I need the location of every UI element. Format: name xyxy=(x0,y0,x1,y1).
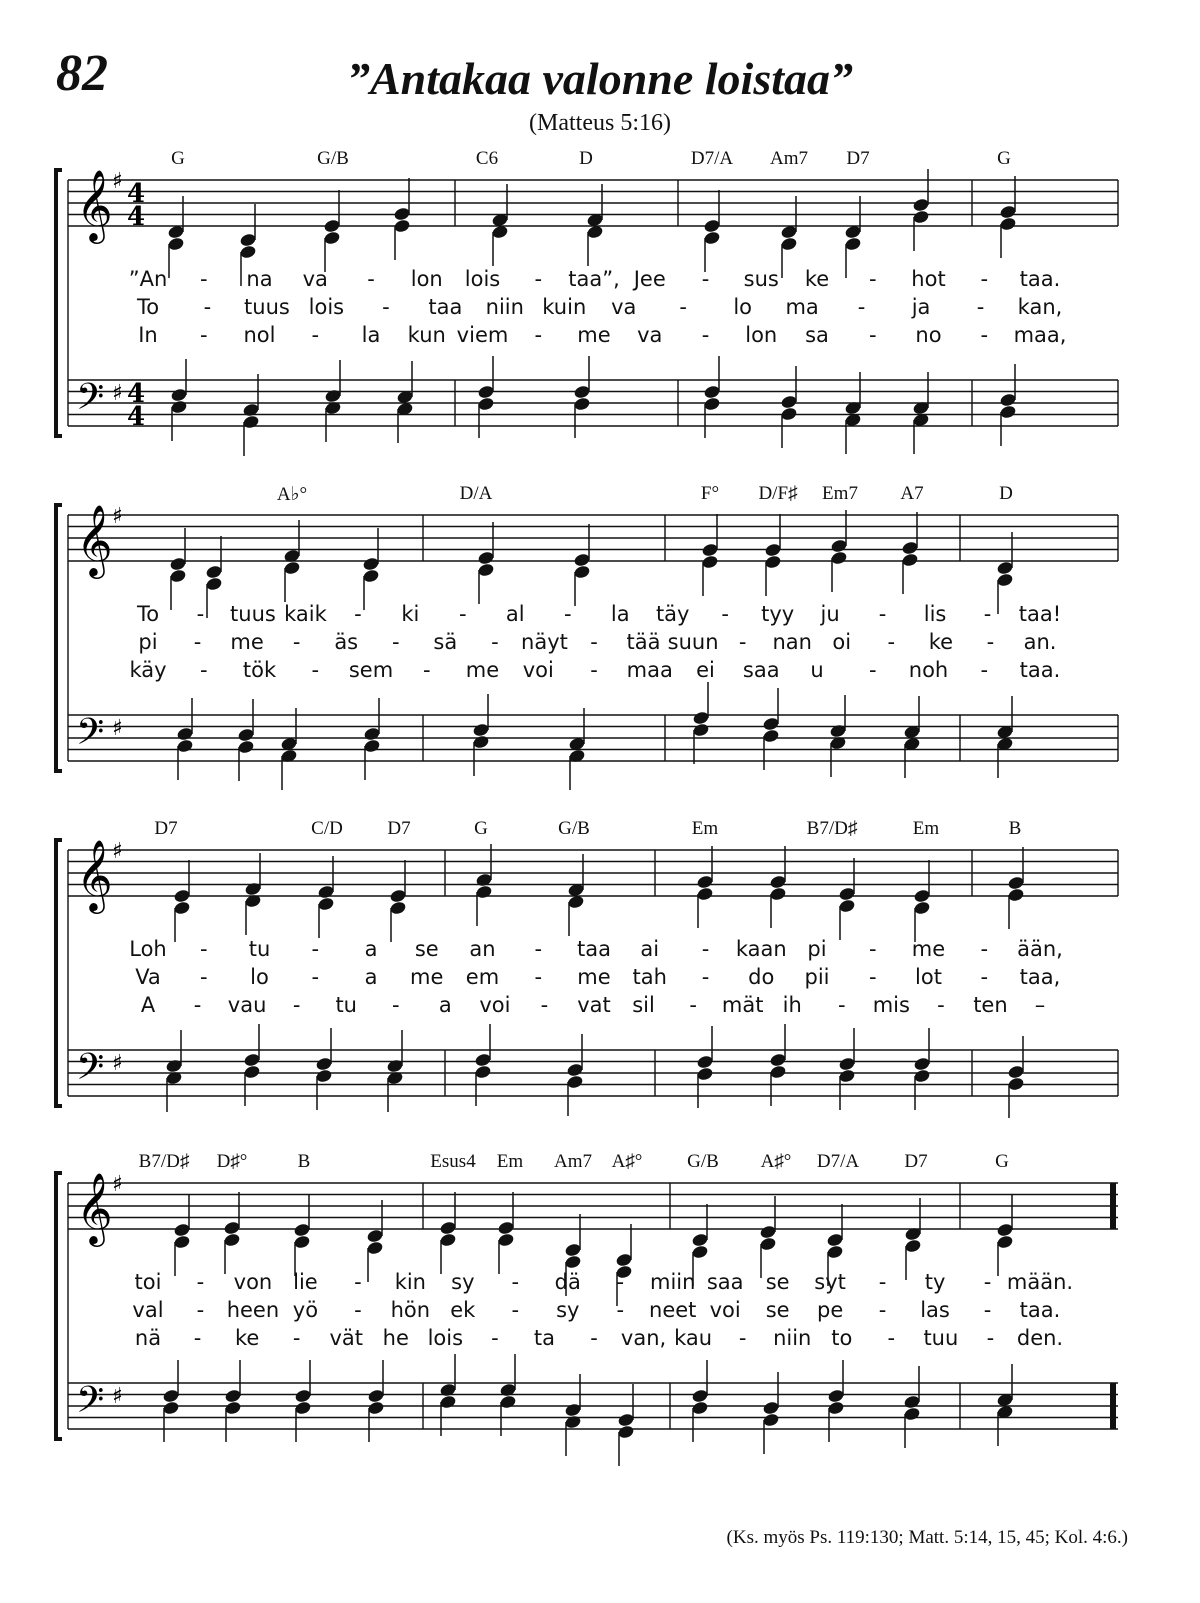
chord-symbol: D7/A xyxy=(690,148,734,169)
lyric-syllable: kaan xyxy=(735,937,787,961)
lyric-syllable: nä xyxy=(134,1326,162,1350)
lyric-syllable: a xyxy=(438,993,452,1017)
lyric-syllable: va xyxy=(637,323,663,347)
lyric-syllable: heen xyxy=(226,1298,280,1322)
lyric-syllable: taa. xyxy=(1019,267,1061,291)
lyric-hyphen: - xyxy=(534,267,543,291)
lyric-syllable: tu xyxy=(335,993,357,1017)
lyric-syllable: taa”, xyxy=(568,267,620,291)
lyric-syllable: den. xyxy=(1016,1326,1064,1350)
chord-symbol: A♯° xyxy=(760,1151,792,1172)
lyric-hyphen: - xyxy=(590,658,598,682)
lyric-hyphen: - xyxy=(986,1326,995,1350)
lyric-hyphen: - xyxy=(459,602,467,626)
lyric-hyphen: - xyxy=(391,993,400,1017)
lyric-hyphen: - xyxy=(980,323,989,347)
lyric-syllable: mät xyxy=(721,993,764,1017)
lyric-syllable: ty xyxy=(924,1270,946,1294)
lyric-syllable: kun xyxy=(407,323,446,347)
chord-symbol: G/B xyxy=(317,148,349,169)
lyric-hyphen: - xyxy=(196,602,205,626)
lyric-hyphen: - xyxy=(311,965,320,989)
chord-symbol: Am7 xyxy=(770,148,808,169)
lyric-syllable: an xyxy=(469,937,496,961)
lyric-syllable: tuus xyxy=(230,602,276,626)
lyric-syllable: no xyxy=(915,323,942,347)
chord-symbol: C6 xyxy=(475,148,499,169)
lyric-syllable: oi xyxy=(832,630,852,654)
lyric-hyphen: - xyxy=(701,323,710,347)
lyric-hyphen: - xyxy=(976,295,985,319)
lyric-syllable: sy xyxy=(451,1270,475,1294)
lyric-hyphen: - xyxy=(590,630,598,654)
lyric-hyphen: - xyxy=(701,965,710,989)
time-signature-icon: 4 xyxy=(127,179,146,209)
chord-symbol: Em xyxy=(496,1151,524,1172)
lyric-syllable: dä xyxy=(554,1270,581,1294)
chord-symbol: F° xyxy=(700,483,720,504)
lyric-syllable: ten xyxy=(973,993,1008,1017)
lyric-syllable: tuu xyxy=(923,1326,959,1350)
lyric-syllable: me xyxy=(911,937,946,961)
lyric-syllable: tah xyxy=(632,965,667,989)
hymn-number: 82 xyxy=(56,45,108,102)
lyric-syllable: To xyxy=(136,602,160,626)
lyric-syllable: lois xyxy=(427,1326,464,1350)
chord-symbol: D7 xyxy=(846,148,870,169)
lyric-syllable: sem xyxy=(348,658,394,682)
music-system-2 xyxy=(0,475,1200,805)
lyric-syllable: se xyxy=(765,1298,790,1322)
lyric-syllable: ke xyxy=(928,630,954,654)
lyric-syllable: taa xyxy=(577,937,611,961)
lyric-syllable: lis xyxy=(923,602,947,626)
lyric-syllable: suun xyxy=(667,630,719,654)
lyric-syllable: – xyxy=(1034,993,1046,1017)
bass-clef-icon: 𝄢 xyxy=(76,1379,105,1430)
lyric-syllable: voi xyxy=(479,993,511,1017)
lyric-syllable: taa. xyxy=(1019,658,1061,682)
lyric-syllable: toi xyxy=(134,1270,162,1294)
chord-symbol: Em7 xyxy=(822,483,858,504)
sharp-icon: ♯ xyxy=(112,169,123,194)
lyric-syllable: noh xyxy=(908,658,949,682)
lyric-hyphen: - xyxy=(983,1298,992,1322)
lyric-syllable: se xyxy=(414,937,439,961)
system-bracket xyxy=(56,505,62,771)
lyric-hyphen: - xyxy=(868,937,877,961)
lyric-syllable: kaik xyxy=(284,602,327,626)
chord-symbol: G xyxy=(995,1151,1009,1172)
lyric-syllable: A xyxy=(140,993,156,1017)
bass-clef-icon: 𝄢 xyxy=(76,711,105,762)
lyric-syllable: las xyxy=(920,1298,950,1322)
lyric-syllable: sy xyxy=(556,1298,580,1322)
lyric-syllable: kau xyxy=(674,1326,713,1350)
lyric-hyphen: - xyxy=(534,323,543,347)
lyric-syllable: näyt xyxy=(521,630,568,654)
lyric-syllable: ju xyxy=(820,602,840,626)
lyric-syllable: vät xyxy=(329,1326,363,1350)
lyric-syllable: pii xyxy=(804,965,830,989)
lyric-hyphen: - xyxy=(196,1270,205,1294)
chord-symbol: G xyxy=(474,818,488,839)
chord-symbol: D/F♯ xyxy=(758,483,798,504)
chord-symbol: B7/D♯ xyxy=(806,818,858,839)
lyric-syllable: ai xyxy=(640,937,660,961)
lyric-hyphen: - xyxy=(980,965,989,989)
lyric-syllable: ih xyxy=(782,993,802,1017)
final-barline xyxy=(1110,1183,1116,1229)
lyric-hyphen: - xyxy=(878,1298,887,1322)
sharp-icon: ♯ xyxy=(112,381,123,406)
lyric-syllable: Jee xyxy=(633,267,666,291)
lyric-syllable: hot xyxy=(911,267,946,291)
treble-clef-icon: 𝄞 xyxy=(76,168,113,241)
lyric-syllable: pe xyxy=(816,1298,844,1322)
lyric-syllable: an. xyxy=(1023,630,1057,654)
lyric-syllable: lon xyxy=(410,267,443,291)
staff-graphics xyxy=(0,475,1200,805)
lyric-syllable: lo xyxy=(733,295,752,319)
lyric-syllable: von xyxy=(233,1270,273,1294)
lyric-syllable: voi xyxy=(709,1298,741,1322)
lyric-syllable: ek xyxy=(450,1298,476,1322)
lyric-hyphen: - xyxy=(721,602,729,626)
lyric-syllable: käy xyxy=(129,658,167,682)
lyric-hyphen: - xyxy=(986,630,995,654)
lyric-syllable: ke xyxy=(234,1326,260,1350)
lyric-hyphen: - xyxy=(980,658,989,682)
lyric-hyphen: - xyxy=(616,1298,625,1322)
chord-symbol: Am7 xyxy=(554,1151,592,1172)
lyric-syllable: al xyxy=(505,602,525,626)
lyric-hyphen: - xyxy=(980,937,989,961)
treble-clef-icon: 𝄞 xyxy=(76,503,113,576)
lyric-hyphen: - xyxy=(199,937,208,961)
lyric-syllable: ja xyxy=(911,295,931,319)
lyric-syllable: ään, xyxy=(1017,937,1063,961)
lyric-syllable: se xyxy=(765,1270,790,1294)
lyric-syllable: tuus xyxy=(244,295,290,319)
lyric-syllable: hön xyxy=(390,1298,431,1322)
chord-symbol: Em xyxy=(691,818,719,839)
lyric-hyphen: - xyxy=(367,267,375,291)
lyric-syllable: To xyxy=(136,295,160,319)
lyric-hyphen: - xyxy=(868,323,877,347)
chord-symbol: G xyxy=(171,148,185,169)
lyric-syllable: em xyxy=(465,965,500,989)
lyric-syllable: sä xyxy=(433,630,458,654)
bass-clef-icon: 𝄢 xyxy=(76,1046,105,1097)
lyric-hyphen: - xyxy=(199,658,208,682)
lyric-syllable: sus xyxy=(743,267,779,291)
chord-symbol: D/A xyxy=(459,483,493,504)
footnote: (Ks. myös Ps. 119:130; Matt. 5:14, 15, 45; Kol. 4:6.) xyxy=(726,1527,1128,1548)
lyric-hyphen: - xyxy=(193,630,202,654)
chord-symbol: A7 xyxy=(900,483,924,504)
chord-symbol: D7 xyxy=(387,818,411,839)
chord-symbol: D♯° xyxy=(216,1151,248,1172)
lyric-syllable: lois xyxy=(464,267,501,291)
lyric-syllable: Va xyxy=(135,965,161,989)
lyric-syllable: lois xyxy=(308,295,345,319)
lyric-syllable: In xyxy=(138,323,158,347)
lyric-syllable: pi xyxy=(807,937,827,961)
chord-symbol: D xyxy=(579,148,593,169)
system-bracket xyxy=(56,1173,62,1439)
lyric-syllable: a xyxy=(364,965,378,989)
lyric-syllable: lon xyxy=(745,323,778,347)
lyric-syllable: do xyxy=(748,965,775,989)
lyric-syllable: neet xyxy=(649,1298,697,1322)
lyric-syllable: tök xyxy=(242,658,277,682)
chord-symbol: Em xyxy=(912,818,940,839)
sharp-icon: ♯ xyxy=(112,1172,123,1197)
lyric-hyphen: - xyxy=(311,937,320,961)
lyric-hyphen: - xyxy=(616,1270,625,1294)
lyric-hyphen: - xyxy=(701,267,710,291)
lyric-hyphen: - xyxy=(983,1270,992,1294)
lyric-syllable: viem xyxy=(456,323,509,347)
lyric-syllable: sil xyxy=(632,993,655,1017)
lyric-syllable: maa xyxy=(626,658,673,682)
lyric-hyphen: - xyxy=(837,993,846,1017)
lyric-syllable: lie xyxy=(293,1270,318,1294)
sharp-icon: ♯ xyxy=(112,1051,123,1076)
lyric-syllable: ”An xyxy=(128,267,168,291)
lyric-syllable: me xyxy=(230,630,264,654)
system-bracket xyxy=(56,840,62,1106)
lyric-syllable: lo xyxy=(250,965,269,989)
lyric-hyphen: - xyxy=(980,267,989,291)
lyric-syllable: täy xyxy=(655,602,690,626)
lyric-hyphen: - xyxy=(563,602,572,626)
lyric-syllable: voi xyxy=(522,658,554,682)
lyric-syllable: to xyxy=(831,1326,853,1350)
lyric-hyphen: - xyxy=(983,602,992,626)
lyric-syllable: a xyxy=(364,937,378,961)
lyric-syllable: kan, xyxy=(1017,295,1063,319)
lyric-hyphen: - xyxy=(937,993,945,1017)
lyric-syllable: ki xyxy=(401,602,420,626)
lyric-syllable: nol xyxy=(243,323,276,347)
sharp-icon: ♯ xyxy=(112,504,123,529)
lyric-hyphen: - xyxy=(878,1270,887,1294)
lyric-syllable: lot xyxy=(915,965,942,989)
lyric-hyphen: - xyxy=(193,993,202,1017)
time-signature-icon: 4 xyxy=(127,379,146,409)
lyric-hyphen: - xyxy=(511,1298,520,1322)
lyric-syllable: me xyxy=(577,323,611,347)
lyric-hyphen: - xyxy=(292,1326,301,1350)
lyric-hyphen: - xyxy=(422,658,431,682)
lyric-hyphen: - xyxy=(857,295,866,319)
lyric-hyphen: - xyxy=(868,267,877,291)
chord-symbol: A♭° xyxy=(276,484,308,505)
chord-symbol: Esus4 xyxy=(430,1151,476,1172)
lyric-syllable: taa, xyxy=(1019,965,1061,989)
lyric-hyphen: - xyxy=(199,965,208,989)
lyric-hyphen: - xyxy=(491,630,499,654)
music-system-4 xyxy=(0,1143,1200,1473)
scripture-reference: (Matteus 5:16) xyxy=(529,110,671,136)
lyric-hyphen: - xyxy=(679,295,687,319)
chord-symbol: D7 xyxy=(154,818,178,839)
lyric-hyphen: - xyxy=(534,965,543,989)
lyric-syllable: tää xyxy=(626,630,661,654)
lyric-hyphen: - xyxy=(292,630,301,654)
lyric-syllable: taa. xyxy=(1019,1298,1061,1322)
lyric-hyphen: - xyxy=(491,1326,499,1350)
chord-symbol: A♯° xyxy=(611,1151,643,1172)
lyric-syllable: he xyxy=(382,1326,409,1350)
lyric-hyphen: - xyxy=(868,658,877,682)
lyric-syllable: la xyxy=(361,323,381,347)
lyric-syllable: saa xyxy=(706,1270,744,1294)
lyric-syllable: tyy xyxy=(761,602,795,626)
lyric-syllable: nan xyxy=(772,630,812,654)
chord-symbol: D7/A xyxy=(816,1151,860,1172)
music-system-3 xyxy=(0,810,1200,1140)
lyric-syllable: na xyxy=(246,267,273,291)
lyric-syllable: va xyxy=(302,267,328,291)
lyric-hyphen: - xyxy=(887,1326,896,1350)
lyric-hyphen: - xyxy=(540,993,549,1017)
lyric-hyphen: - xyxy=(701,937,710,961)
treble-clef-icon: 𝄞 xyxy=(76,838,113,911)
lyric-syllable: ta xyxy=(533,1326,555,1350)
lyric-hyphen: - xyxy=(311,658,320,682)
hymn-title: ”Antakaa valonne loistaa” xyxy=(346,53,854,104)
bass-clef-icon: 𝄢 xyxy=(76,376,105,427)
lyric-syllable: taa! xyxy=(1018,602,1062,626)
sharp-icon: ♯ xyxy=(112,839,123,864)
lyric-syllable: la xyxy=(610,602,630,626)
lyric-syllable: ei xyxy=(696,658,715,682)
lyric-hyphen: - xyxy=(354,602,362,626)
lyric-hyphen: - xyxy=(534,937,543,961)
system-bracket xyxy=(56,170,62,436)
music-system-1 xyxy=(0,140,1200,470)
lyric-hyphen: - xyxy=(354,1270,362,1294)
lyric-hyphen: - xyxy=(738,630,747,654)
lyric-hyphen: - xyxy=(868,965,877,989)
lyric-hyphen: - xyxy=(203,295,212,319)
lyric-syllable: yö xyxy=(292,1298,319,1322)
chord-symbol: G/B xyxy=(687,1151,719,1172)
lyric-syllable: u xyxy=(810,658,824,682)
lyric-hyphen: - xyxy=(199,267,208,291)
lyric-syllable: syt xyxy=(814,1270,846,1294)
chord-symbol: C/D xyxy=(311,818,343,839)
lyric-syllable: me xyxy=(465,658,500,682)
time-signature-icon: 4 xyxy=(127,402,146,432)
lyric-syllable: äs xyxy=(334,630,359,654)
lyric-syllable: kin xyxy=(394,1270,426,1294)
lyric-hyphen: - xyxy=(196,1298,205,1322)
lyric-syllable: sa xyxy=(805,323,829,347)
lyric-syllable: vat xyxy=(577,993,611,1017)
sharp-icon: ♯ xyxy=(112,1384,123,1409)
lyric-syllable: taa xyxy=(428,295,463,319)
lyric-syllable: mis xyxy=(872,993,910,1017)
sharp-icon: ♯ xyxy=(112,716,123,741)
lyric-hyphen: - xyxy=(738,1326,747,1350)
lyric-hyphen: - xyxy=(311,323,320,347)
lyric-syllable: tu xyxy=(248,937,271,961)
lyric-syllable: niin xyxy=(773,1326,812,1350)
lyric-hyphen: - xyxy=(878,602,887,626)
lyric-hyphen: - xyxy=(590,1326,598,1350)
lyric-syllable: niin xyxy=(485,295,524,319)
lyric-syllable: me xyxy=(577,965,611,989)
chord-symbol: B xyxy=(297,1151,311,1172)
lyric-hyphen: - xyxy=(193,1326,202,1350)
lyric-syllable: miin xyxy=(649,1270,696,1294)
lyric-hyphen: - xyxy=(292,993,301,1017)
lyric-syllable: vau xyxy=(227,993,267,1017)
lyric-hyphen: - xyxy=(199,323,208,347)
lyric-syllable: saa xyxy=(742,658,780,682)
lyric-syllable: pi xyxy=(138,630,158,654)
chord-symbol: B7/D♯ xyxy=(138,1151,190,1172)
time-signature-icon: 4 xyxy=(127,202,146,232)
lyric-syllable: mään. xyxy=(1006,1270,1074,1294)
lyric-hyphen: - xyxy=(354,1298,362,1322)
lyric-syllable: maa, xyxy=(1013,323,1067,347)
lyric-syllable: ke xyxy=(804,267,830,291)
chord-symbol: B xyxy=(1008,818,1022,839)
chord-symbol: D xyxy=(999,483,1013,504)
lyric-syllable: van, xyxy=(620,1326,667,1350)
lyric-syllable: ma xyxy=(785,295,819,319)
lyric-syllable: Loh xyxy=(129,937,167,961)
chord-symbol: D7 xyxy=(904,1151,928,1172)
final-barline xyxy=(1110,1383,1116,1429)
lyric-syllable: me xyxy=(410,965,444,989)
lyric-hyphen: - xyxy=(887,630,896,654)
chord-symbol: G xyxy=(997,148,1011,169)
lyric-hyphen: - xyxy=(511,1270,520,1294)
lyric-syllable: va xyxy=(611,295,637,319)
chord-symbol: G/B xyxy=(558,818,590,839)
lyric-syllable: kuin xyxy=(542,295,587,319)
lyric-hyphen: - xyxy=(391,630,400,654)
treble-clef-icon: 𝄞 xyxy=(76,1171,113,1244)
lyric-hyphen: - xyxy=(689,993,697,1017)
lyric-syllable: val xyxy=(132,1298,164,1322)
lyric-hyphen: - xyxy=(382,295,390,319)
